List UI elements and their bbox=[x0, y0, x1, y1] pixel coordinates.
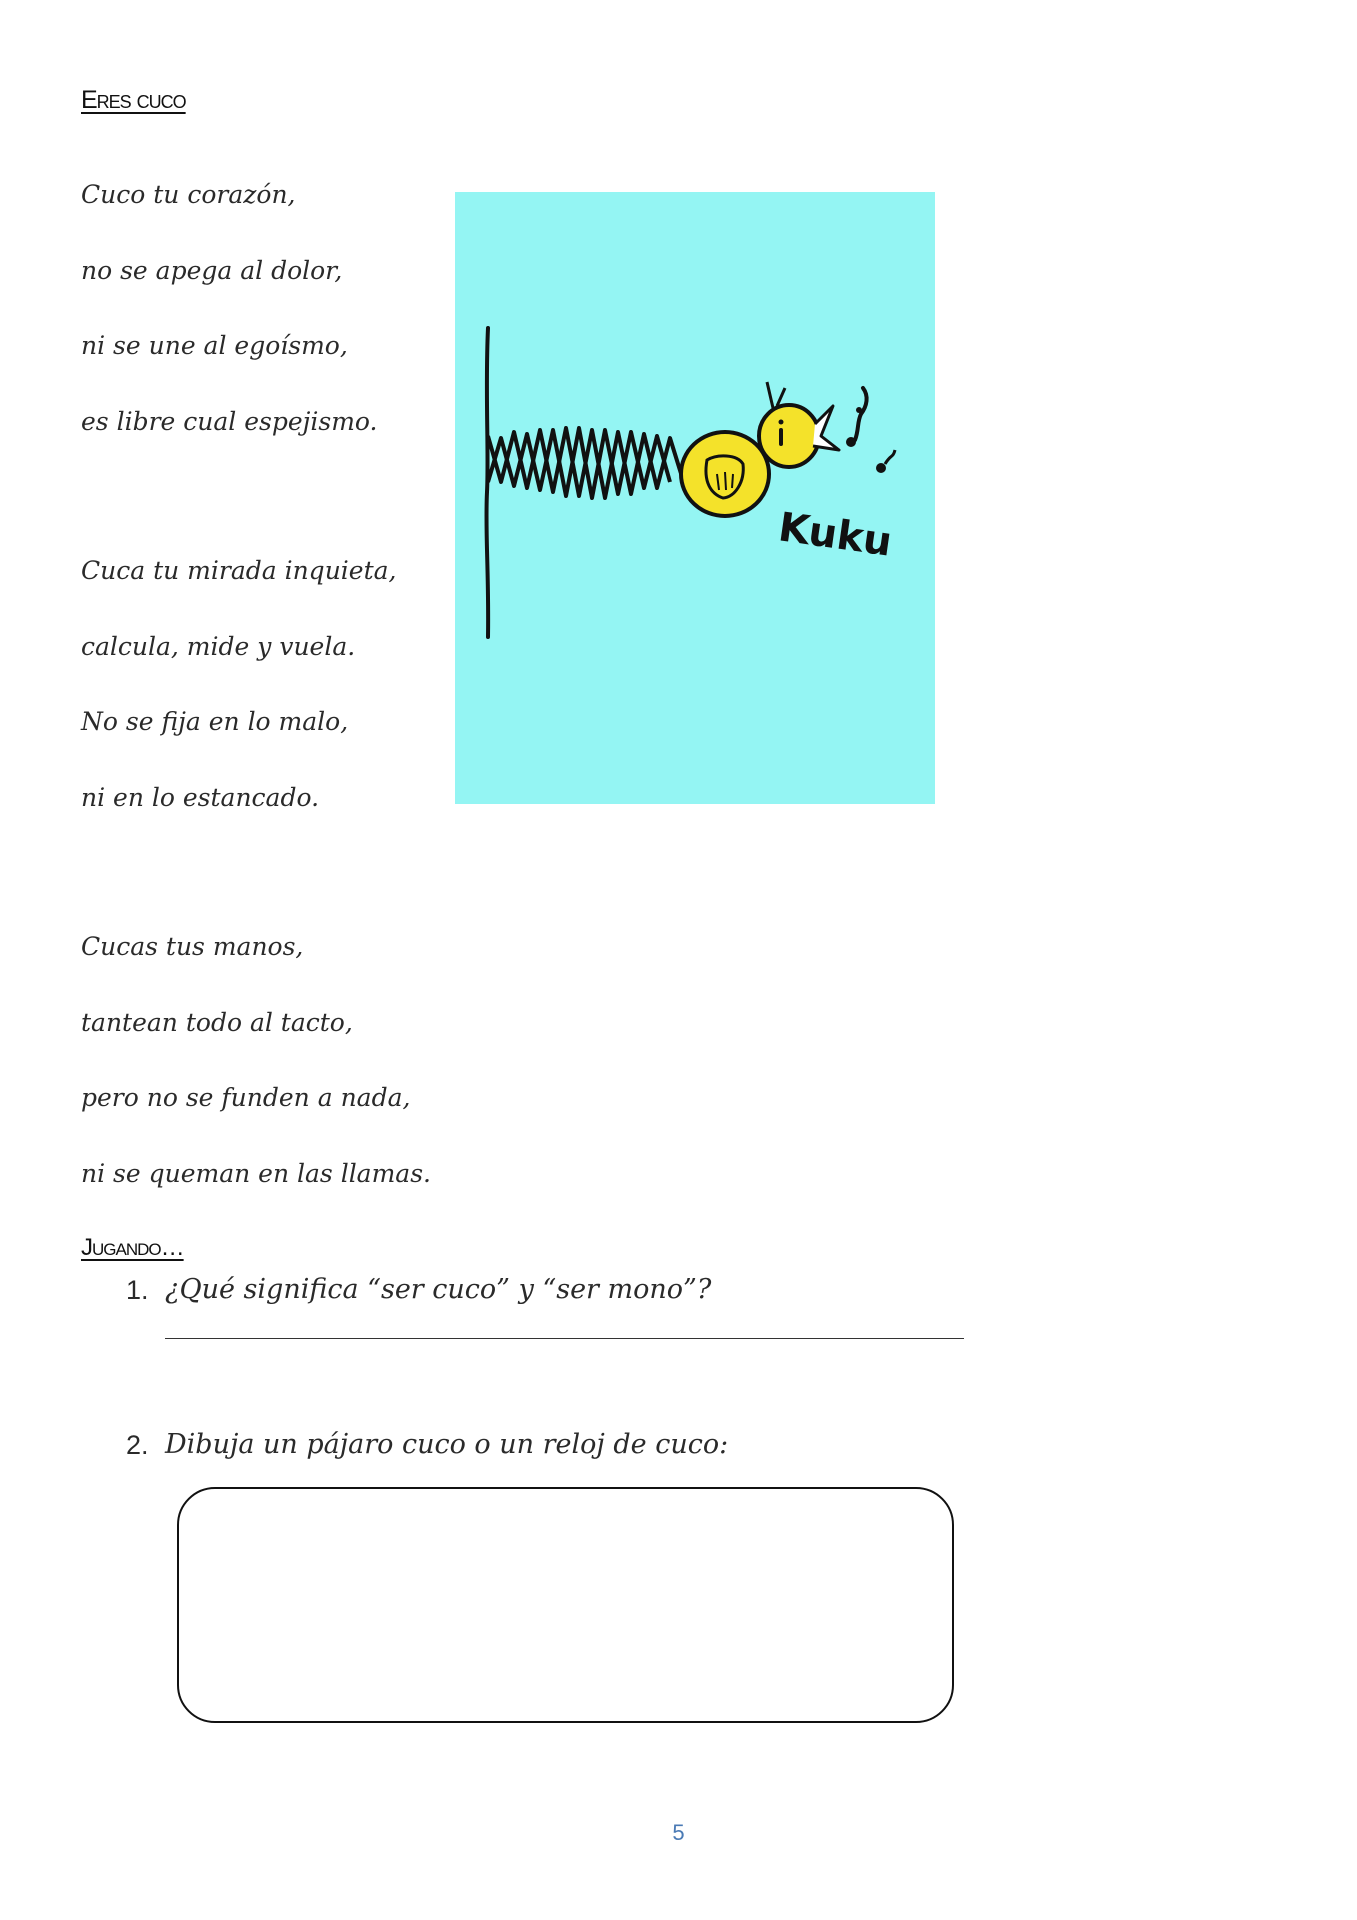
drawing-box[interactable] bbox=[177, 1487, 954, 1723]
page-number: 5 bbox=[672, 1820, 685, 1845]
verse-line: calcula, mide y vuela. bbox=[81, 632, 356, 661]
question-text: ¿Qué significa “ser cuco” y “ser mono”? bbox=[165, 1274, 712, 1305]
poem-title: Eres cuco bbox=[81, 86, 186, 114]
verse-line: tantean todo al tacto, bbox=[81, 1008, 353, 1037]
question-number: 1. bbox=[126, 1275, 149, 1305]
verse-line: ni se queman en las llamas. bbox=[81, 1159, 431, 1188]
verse-line: es libre cual espejismo. bbox=[81, 407, 378, 436]
verse-line: Cuca tu mirada inquieta, bbox=[81, 556, 397, 585]
question-text: Dibuja un pájaro cuco o un reloj de cuco: bbox=[165, 1429, 729, 1460]
verse-line: no se apega al dolor, bbox=[81, 256, 343, 285]
verse-line: Cuco tu corazón, bbox=[81, 180, 296, 209]
verse-line: pero no se funden a nada, bbox=[81, 1083, 411, 1112]
verse-line: Cucas tus manos, bbox=[81, 932, 304, 961]
answer-line[interactable] bbox=[165, 1338, 964, 1339]
verse-line: ni en lo estancado. bbox=[81, 783, 320, 812]
question-number: 2. bbox=[126, 1430, 149, 1460]
activities-heading: Jugando… bbox=[81, 1234, 184, 1261]
verse-line: No se fija en lo malo, bbox=[81, 707, 349, 736]
cuckoo-illustration bbox=[455, 192, 935, 804]
verse-line: ni se une al egoísmo, bbox=[81, 331, 348, 360]
kuku-text: Kuku bbox=[775, 504, 895, 566]
